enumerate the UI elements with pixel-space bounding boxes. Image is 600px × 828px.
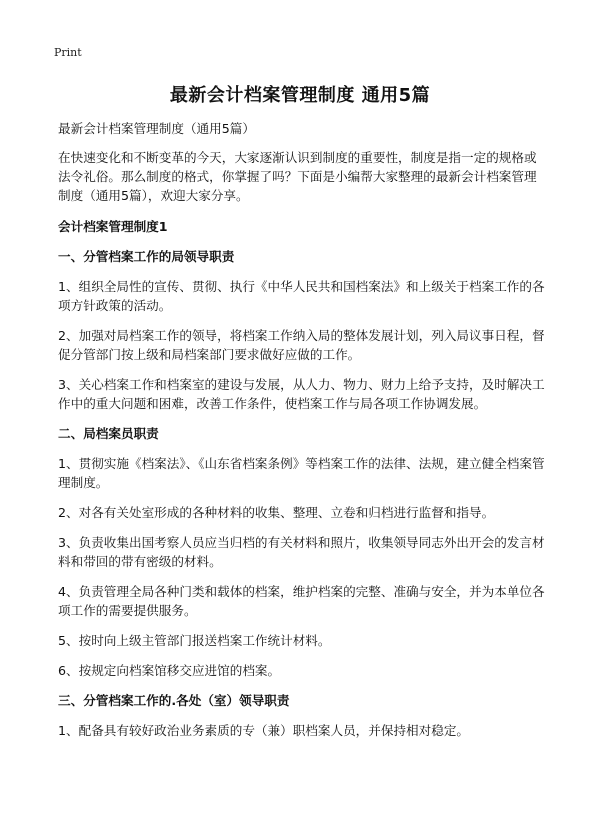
section-3: [58, 691, 548, 740]
list-item: 1、贯彻实施《档案法》、《山东省档案条例》等档案工作的法律、法规，建立健全档案管理制度。: [58, 456, 545, 490]
document-title: 最新会计档案管理制度 通用5篇: [169, 85, 431, 106]
section-2: [58, 424, 548, 680]
list-item: 1、配备具有较好政治业务素质的专（兼）职档案人员，并保持相对稳定。: [58, 723, 470, 738]
section-heading: 三、分管档案工作的.各处（室）领导职责: [58, 693, 290, 708]
list-item: 1、组织全局性的宣传、贯彻、执行《中华人民共和国档案法》和上级关于档案工作的各项方针政策的活动。: [58, 279, 545, 313]
section-heading: 二、局档案员职责: [58, 426, 159, 441]
document-subtitle: 最新会计档案管理制度（通用5篇）: [58, 121, 255, 136]
intro-paragraph: 在快速变化和不断变革的今天，大家逐渐认识到制度的重要性，制度是指一定的规格或法令礼俗。那么制度的格式，你掌握了吗？下面是小编帮大家整理的最新会计档案管理制度（通用5篇），欢迎大家分享。: [58, 150, 537, 203]
list-item: 6、按规定向档案馆移交应进馆的档案。: [58, 663, 281, 678]
section-heading: 一、分管档案工作的局领导职责: [58, 249, 235, 264]
document-body: [58, 119, 548, 751]
print-label: Print: [54, 46, 82, 59]
list-item: 2、加强对局档案工作的领导，将档案工作纳入局的整体发展计划，列入局议事日程，督促分管部门按上级和局档案部门要求做好应做的工作。: [58, 328, 545, 362]
list-item: 3、负责收集出国考察人员应当归档的有关材料和照片，收集领导同志外出开会的发言材料和带回的带有密级的材料。: [58, 535, 545, 569]
list-item: 3、关心档案工作和档案室的建设与发展，从人力、物力、财力上给予支持，及时解决工作中的重大问题和困难，改善工作条件，使档案工作与局各项工作协调发展。: [58, 377, 545, 411]
list-item: 4、负责管理全局各种门类和载体的档案，维护档案的完整、准确与安全，并为本单位各项工作的需要提供服务。: [58, 584, 545, 618]
section-doc-heading: 会计档案管理制度1: [58, 219, 168, 234]
section-1: [58, 247, 548, 413]
list-item: 5、按时向上级主管部门报送档案工作统计材料。: [58, 633, 331, 648]
list-item: 2、对各有关处室形成的各种材料的收集、整理、立卷和归档进行监督和指导。: [58, 505, 495, 520]
